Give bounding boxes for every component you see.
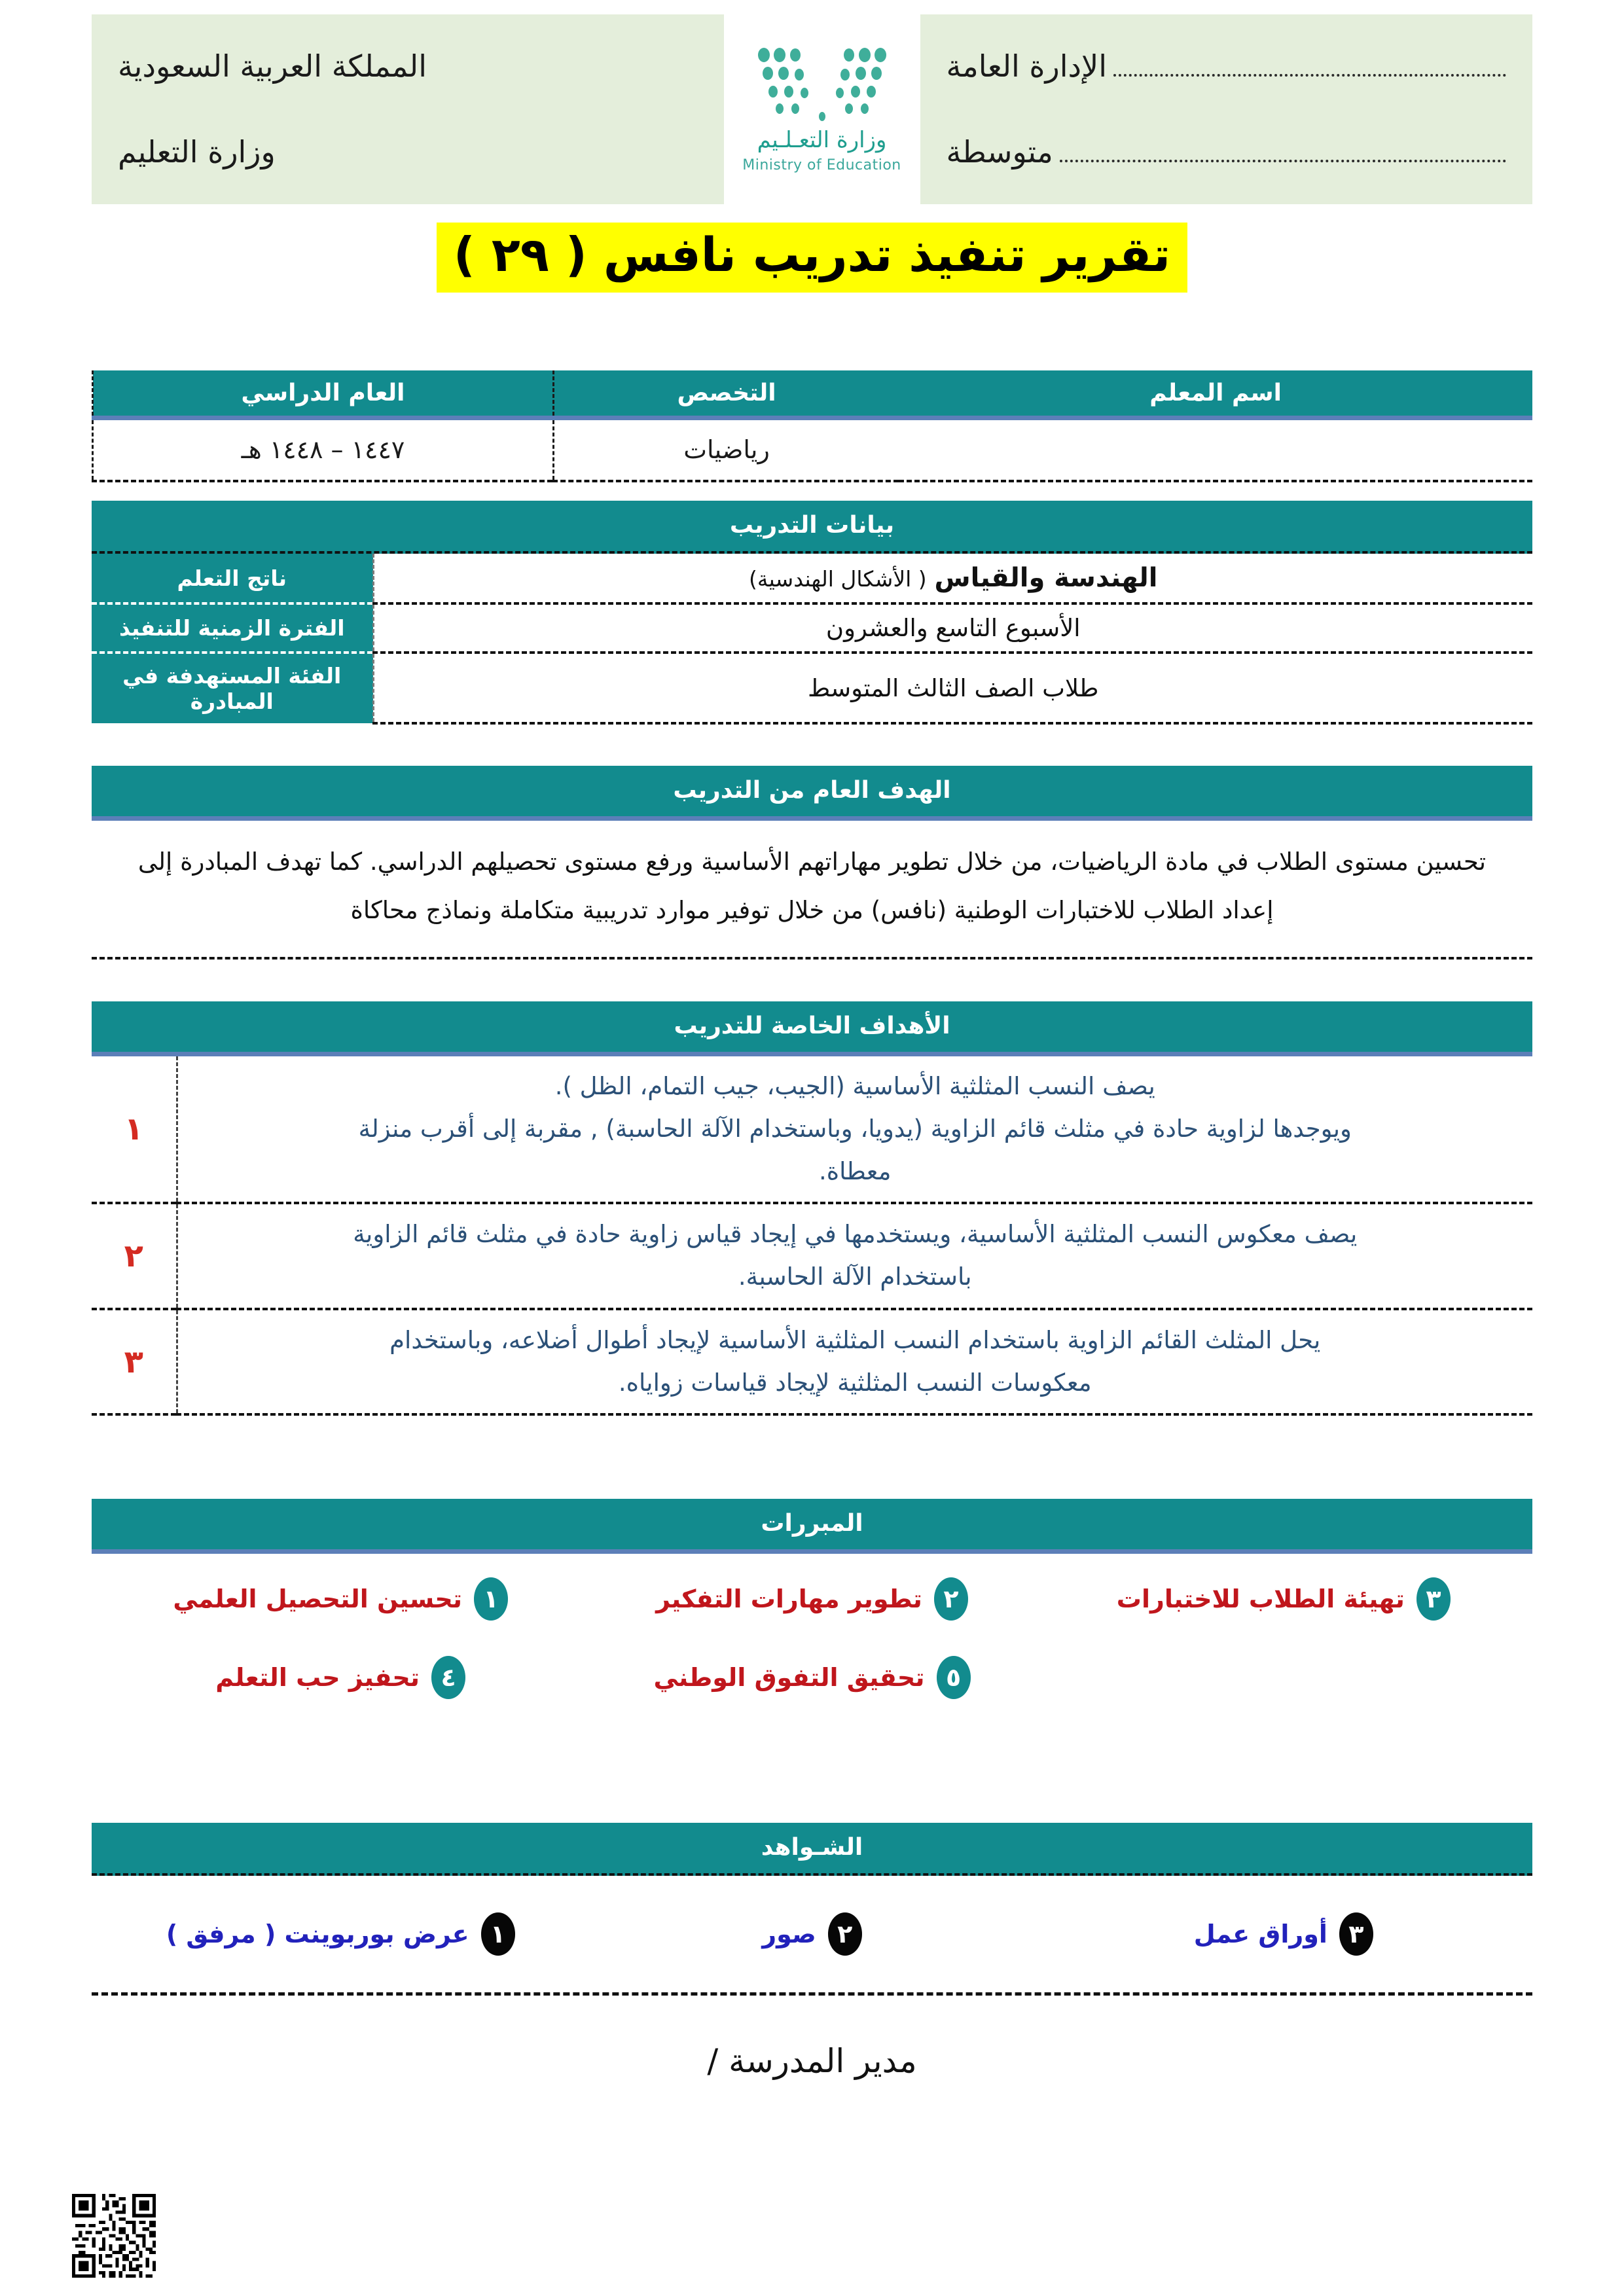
principal-signature-line: مدير المدرسة / — [707, 2042, 917, 2080]
justifications-heading: المبررات — [92, 1499, 1532, 1554]
evidence-bottom-divider — [92, 1992, 1532, 1996]
justifications-row-2 — [105, 1627, 1519, 1706]
document-header — [92, 14, 1532, 204]
objective-1-line-1: يصف النسب المثلثية الأساسية (الجيب، جيب التمام، الظل ). — [554, 1072, 1155, 1100]
evidence-item-3[interactable] — [1048, 1912, 1519, 1956]
logo-english-wordmark: Ministry of Education — [742, 156, 901, 173]
header-right-column — [92, 14, 724, 204]
ministry-of-education-logo — [724, 14, 920, 204]
td-learning-outcome-value — [373, 554, 1532, 603]
td-teacher-name[interactable] — [899, 418, 1532, 481]
justification-4-label: تحفيز حب التعلم — [215, 1663, 420, 1692]
learning-outcome-detail: ( الأشكال الهندسية) — [749, 566, 927, 592]
objective-2-number: ٢ — [92, 1203, 177, 1309]
logo-arabic-wordmark: وزارة التعـلـيم — [757, 126, 887, 153]
justifications-row-1 — [105, 1571, 1519, 1627]
th-specialization: التخصص — [553, 370, 899, 418]
evidence-body — [92, 1876, 1532, 1992]
objective-2-line-1: يصف معكوس النسب المثلثية الأساسية، ويستخدمها في إيجاد قياس زاوية حادة في مثلث قائم الزاوية — [353, 1220, 1358, 1249]
table-row — [92, 554, 1532, 603]
training-data-section — [92, 501, 1532, 725]
justification-item-2[interactable] — [576, 1577, 1047, 1621]
header-administration-row — [947, 48, 1507, 86]
justifications-section — [92, 1499, 1532, 1716]
evidence-section — [92, 1823, 1532, 1996]
td-learning-outcome-label: ناتج التعلم — [92, 554, 373, 603]
justification-5-bullet: ٥ — [937, 1656, 971, 1699]
td-time-period-value: الأسبوع التاسع والعشرون — [373, 603, 1532, 653]
justification-2-label: تطوير مهارات التفكير — [656, 1585, 922, 1613]
header-school-label: متوسطة — [946, 134, 1053, 170]
justification-item-3[interactable] — [1048, 1577, 1519, 1621]
objective-1-line-3: معطاة. — [819, 1157, 892, 1185]
evidence-3-label: أوراق عمل — [1193, 1920, 1327, 1948]
header-school-row — [947, 134, 1507, 171]
evidence-3-bullet: ٣ — [1339, 1912, 1373, 1956]
objective-3-text — [177, 1309, 1532, 1415]
evidence-1-bullet: ١ — [481, 1912, 515, 1956]
header-left-column — [920, 14, 1533, 204]
td-academic-year: ١٤٤٧ – ١٤٤٨ هـ — [93, 418, 554, 481]
td-target-group-label: الفئة المستهدفة في المبادرة — [92, 653, 373, 723]
td-specialization: رياضيات — [553, 418, 899, 481]
objective-2-line-2: باستخدام الآلة الحاسبة. — [738, 1263, 972, 1291]
justification-2-bullet: ٢ — [934, 1577, 968, 1621]
objective-2-text — [177, 1203, 1532, 1309]
objective-3-line-2: معكوسات النسب المثلثية لإيجاد قياسات زواياه. — [618, 1368, 1092, 1397]
general-goal-section — [92, 766, 1532, 960]
justification-3-bullet: ٣ — [1416, 1577, 1451, 1621]
table-header-row — [93, 370, 1533, 418]
justification-3-label: تهيئة الطلاب للاختبارات — [1116, 1585, 1405, 1613]
general-goal-line-2: إعداد الطلاب للاختبارات الوطنية (نافس) من خلال توفير موارد تدريبية متكاملة ونماذج محاكاة — [350, 896, 1274, 924]
table-row — [93, 418, 1533, 481]
table-row — [92, 653, 1532, 723]
header-school-dots — [1060, 159, 1506, 162]
header-kingdom-label: المملكة العربية السعودية — [118, 48, 427, 84]
specific-goals-heading: الأهداف الخاصة للتدريب — [92, 1001, 1532, 1056]
evidence-heading: الشـواهد — [92, 1823, 1532, 1876]
header-administration-label: الإدارة العامة — [946, 48, 1108, 84]
general-goal-line-1: تحسين مستوى الطلاب في مادة الرياضيات، من خلال تطوير مهاراتهم الأساسية ورفع مستوى تحصيلهم الدراسي. كما تهدف المبادرة إلى — [137, 848, 1487, 876]
qr-code-icon — [72, 2194, 156, 2278]
justification-item-1[interactable] — [105, 1577, 576, 1621]
header-administration-dots — [1113, 73, 1506, 77]
evidence-2-label: صور — [762, 1920, 816, 1948]
table-row — [92, 1309, 1532, 1415]
justification-5-label: تحقيق التفوق الوطني — [653, 1663, 925, 1692]
evidence-item-1[interactable] — [105, 1912, 576, 1956]
objective-3-number: ٣ — [92, 1309, 177, 1415]
evidence-1-label: عرض بوربوينت ( مرفق ) — [166, 1920, 469, 1948]
training-data-heading: بيانات التدريب — [92, 501, 1532, 554]
justification-4-bullet: ٤ — [431, 1656, 465, 1699]
justification-1-label: تحسين التحصيل العلمي — [173, 1585, 463, 1613]
th-academic-year: العام الدراسي — [93, 370, 554, 418]
evidence-2-bullet: ٢ — [828, 1912, 862, 1956]
th-teacher-name: اسم المعلم — [899, 370, 1532, 418]
table-row — [92, 603, 1532, 653]
logo-dots-icon — [753, 46, 891, 124]
general-goal-body — [92, 821, 1532, 960]
evidence-item-2[interactable] — [576, 1912, 1047, 1956]
table-row — [92, 1203, 1532, 1309]
justification-1-bullet: ١ — [474, 1577, 508, 1621]
header-ministry-label: وزارة التعليم — [118, 134, 276, 170]
objective-3-line-1: يحل المثلث القائم الزاوية باستخدام النسب المثلثية الأساسية لإيجاد أطوال أضلاعه، وباستخدام — [389, 1325, 1321, 1354]
justification-item-4[interactable] — [105, 1656, 576, 1699]
objective-1-text — [177, 1056, 1532, 1203]
table-row — [92, 1056, 1532, 1203]
evidence-row-1 — [105, 1906, 1519, 1962]
page-title: تقرير تنفيذ تدريب نافس ( ٢٩ ) — [437, 223, 1187, 293]
justifications-body — [92, 1554, 1532, 1716]
objective-1-number: ١ — [92, 1056, 177, 1203]
td-time-period-label: الفترة الزمنية للتنفيذ — [92, 603, 373, 653]
specific-goals-section — [92, 1001, 1532, 1416]
td-target-group-value: طلاب الصف الثالث المتوسط — [373, 653, 1532, 723]
general-goal-heading: الهدف العام من التدريب — [92, 766, 1532, 821]
justification-item-5[interactable] — [576, 1656, 1047, 1699]
teacher-info-table — [92, 370, 1532, 482]
learning-outcome-main: الهندسة والقياس — [934, 563, 1158, 593]
title-container — [0, 223, 1624, 293]
objective-1-line-2: ويوجدها لزاوية حادة في مثلث قائم الزاوية (يدويا، وباستخدام الآلة الحاسبة) , مقربة إلى أقرب منزلة — [358, 1114, 1352, 1143]
